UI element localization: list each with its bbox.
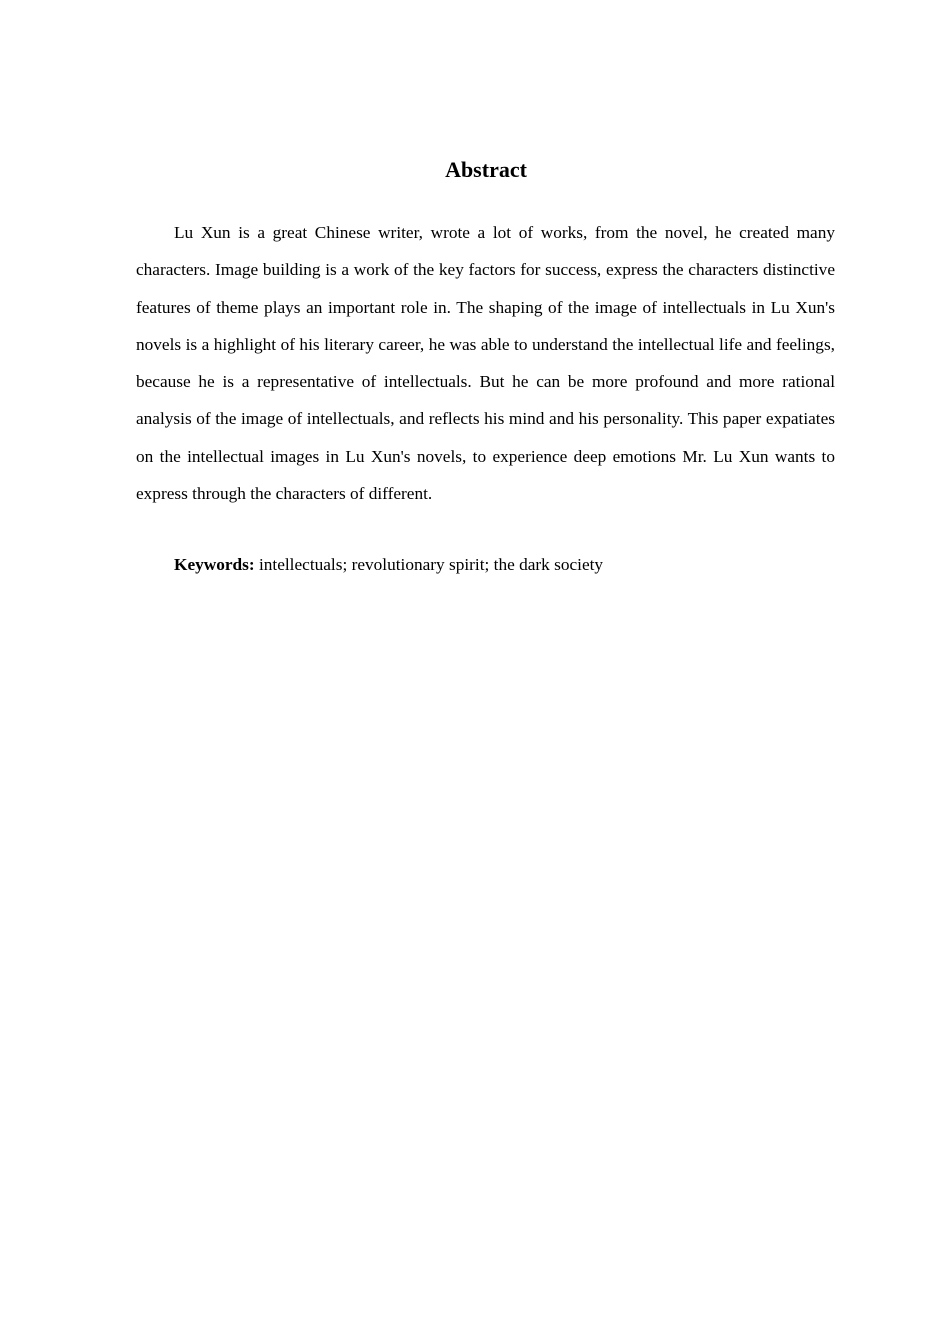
keywords-label: Keywords:	[174, 555, 255, 574]
abstract-title: Abstract	[445, 157, 527, 182]
keywords-value: intellectuals; revolutionary spirit; the dark society	[258, 555, 604, 574]
keywords-line	[136, 548, 835, 582]
abstract-paragraph: Lu Xun is a great Chinese writer, wrote a lot of works, from the novel, he created many characters. Image building is a work of the key factors for success, express the characters distinctive features of theme plays an important role in. The shaping of the image of intellectuals in Lu Xun's novels is a highlight of his literary career, he was able to understand the intellectual life and feelings, because he is a representative of intellectuals. But he can be more profound and more rational analysis of the image of intellectuals, and reflects his mind and his personality. This paper expatiates on the intellectual images in Lu Xun's novels, to experience deep emotions Mr. Lu Xun wants to express through the characters of different.	[136, 223, 835, 504]
